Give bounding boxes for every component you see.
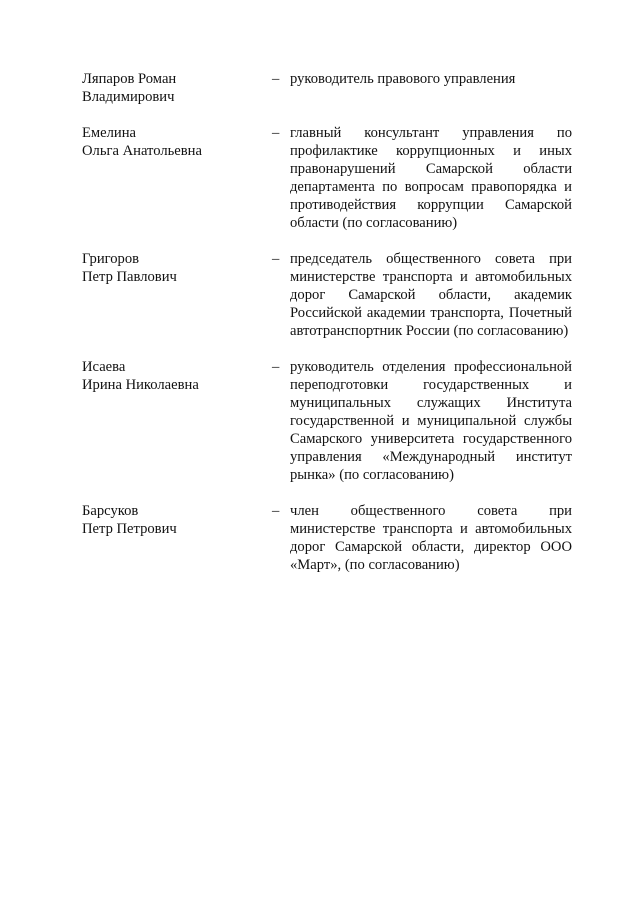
member-position: руководитель правового управления	[290, 71, 516, 87]
roster-entry	[82, 358, 582, 484]
roster-entry	[82, 502, 582, 574]
member-name: Емелина Ольга Анатольевна	[82, 125, 202, 159]
dash-separator: –	[272, 251, 280, 267]
dash-separator: –	[272, 125, 280, 141]
roster-entry	[82, 124, 582, 232]
member-name: Исаева Ирина Николаевна	[82, 359, 199, 393]
roster-entry	[82, 250, 582, 340]
member-name: Григоров Петр Павлович	[82, 251, 177, 285]
roster-entry	[82, 70, 582, 106]
dash-separator: –	[272, 359, 280, 375]
member-position: председатель общественного совета при министерстве транспорта и автомобильных дорог Самарской области, академик Российской академии транспорта, Почетный автотранспортник России (по согласованию)	[290, 251, 572, 339]
member-name: Ляпаров Роман Владимирович	[82, 71, 177, 105]
member-position: руководитель отделения профессиональной переподготовки государственных и муниципальных служащих Института государственной и муниципальной службы Самарского университета государственного управления «Международный институт рынка» (по согласованию)	[290, 359, 572, 483]
member-name: Барсуков Петр Петрович	[82, 503, 177, 537]
member-position: главный консультант управления по профилактике коррупционных и иных правонарушений Самарской области департамента по вопросам правопорядка и противодействия коррупции Самарской области (по согласованию)	[290, 125, 572, 231]
member-roster	[82, 70, 582, 592]
dash-separator: –	[272, 71, 280, 87]
dash-separator: –	[272, 503, 280, 519]
member-position: член общественного совета при министерстве транспорта и автомобильных дорог Самарской области, директор ООО «Март», (по согласованию)	[290, 503, 572, 573]
